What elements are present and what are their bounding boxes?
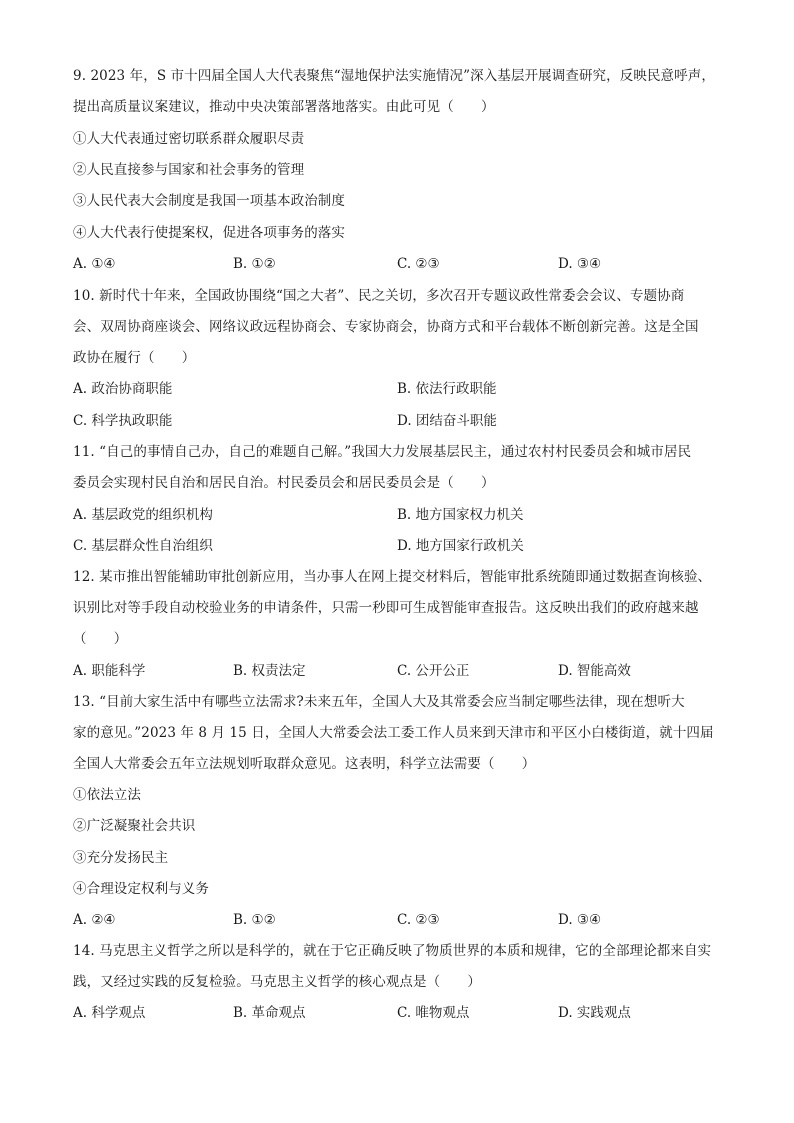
q13-stem-line-2: 家的意见。”2023 年 8 月 15 日，全国人大常委会法工委工作人员来到天津市和平区小白楼街道，就十四届 [73,725,714,741]
q10-option-a: A. 政治协商职能 [73,381,173,397]
q10-option-b: B. 依法行政职能 [397,381,497,397]
q9-option-d: D. ③④ [558,256,602,272]
q12-option-b: B. 权责法定 [233,663,306,679]
q14-option-b: B. 革命观点 [233,1005,306,1021]
q13-option-d: D. ③④ [558,912,602,928]
q13-option-a: A. ②④ [73,912,116,928]
q13-statement-1: ①依法立法 [73,787,141,803]
q12-option-d: D. 智能高效 [558,663,631,679]
q9-statement-3: ③人民代表大会制度是我国一项基本政治制度 [73,193,345,209]
q10-option-d: D. 团结奋斗职能 [397,413,497,429]
q12-stem-line-3: （ ） [73,631,128,647]
q12-stem-line-2: 识别比对等手段自动校验业务的申请条件，只需一秒即可生成智能审查报告。这反映出我们的政府越来越 [73,600,699,616]
q13-stem-line-3: 全国人大常委会五年立法规划听取群众意见。这表明，科学立法需要（ ） [73,756,536,772]
q9-statement-1: ①人大代表通过密切联系群众履职尽责 [73,131,305,147]
q9-statement-2: ②人民直接参与国家和社会事务的管理 [73,162,305,178]
q14-option-c: C. 唯物观点 [397,1005,470,1021]
q11-option-b: B. 地方国家权力机关 [397,507,524,523]
q14-stem-line-1: 14. 马克思主义哲学之所以是科学的，就在于它正确反映了物质世界的本质和规律，它的全部理论都来自实 [73,943,712,959]
q11-option-a: A. 基层政党的组织机构 [73,507,213,523]
q11-option-c: C. 基层群众性自治组织 [73,538,213,554]
q13-statement-3: ③充分发扬民主 [73,850,169,866]
q12-option-a: A. 职能科学 [73,663,146,679]
q13-stem-line-1: 13. “目前大家生活中有哪些立法需求?未来五年，全国人大及其常委会应当制定哪些法律，现在想听大 [73,694,685,710]
q9-option-a: A. ①④ [73,256,116,272]
q11-stem-line-2: 委员会实现村民自治和居民自治。村民委员会和居民委员会是（ ） [73,475,495,491]
q14-stem-line-2: 践，又经过实践的反复检验。马克思主义哲学的核心观点是（ ） [73,974,481,990]
q10-stem-line-2: 会、双周协商座谈会、网络议政远程协商会、专家协商会，协商方式和平台载体不断创新完善。这是全国 [73,319,699,335]
q11-option-d: D. 地方国家行政机关 [397,538,524,554]
q9-stem-line-1: 9. 2023 年，S 市十四届全国人大代表聚焦“湿地保护法实施情况”深入基层开展调查研究，反映民意呼声， [73,68,715,84]
q13-option-c: C. ②③ [397,912,440,928]
q14-option-d: D. 实践观点 [558,1005,631,1021]
q9-stem-line-2: 提出高质量议案建议，推动中央决策部署落地落实。由此可见（ ） [73,99,495,115]
q13-statement-4: ④合理设定权利与义务 [73,881,209,897]
q13-statement-2: ②广泛凝聚社会共识 [73,818,196,834]
q10-option-c: C. 科学执政职能 [73,413,173,429]
q9-statement-4: ④人大代表行使提案权，促进各项事务的落实 [73,225,345,241]
q10-stem-line-1: 10. 新时代十年来，全国政协围绕“国之大者”、民之关切，多次召开专题议政性常委会会议、专题协商 [73,288,685,304]
q14-option-a: A. 科学观点 [73,1005,146,1021]
q11-stem-line-1: 11. “自己的事情自己办，自己的难题自己解。”我国大力发展基层民主，通过农村村民委员会和城市居民 [73,444,692,460]
q9-option-b: B. ①② [233,256,276,272]
q10-stem-line-3: 政协在履行（ ） [73,350,196,366]
q13-option-b: B. ①② [233,912,276,928]
q9-option-c: C. ②③ [397,256,440,272]
q12-stem-line-1: 12. 某市推出智能辅助审批创新应用，当办事人在网上提交材料后，智能审批系统随即通过数据查询核验、 [73,569,712,585]
q12-option-c: C. 公开公正 [397,663,470,679]
